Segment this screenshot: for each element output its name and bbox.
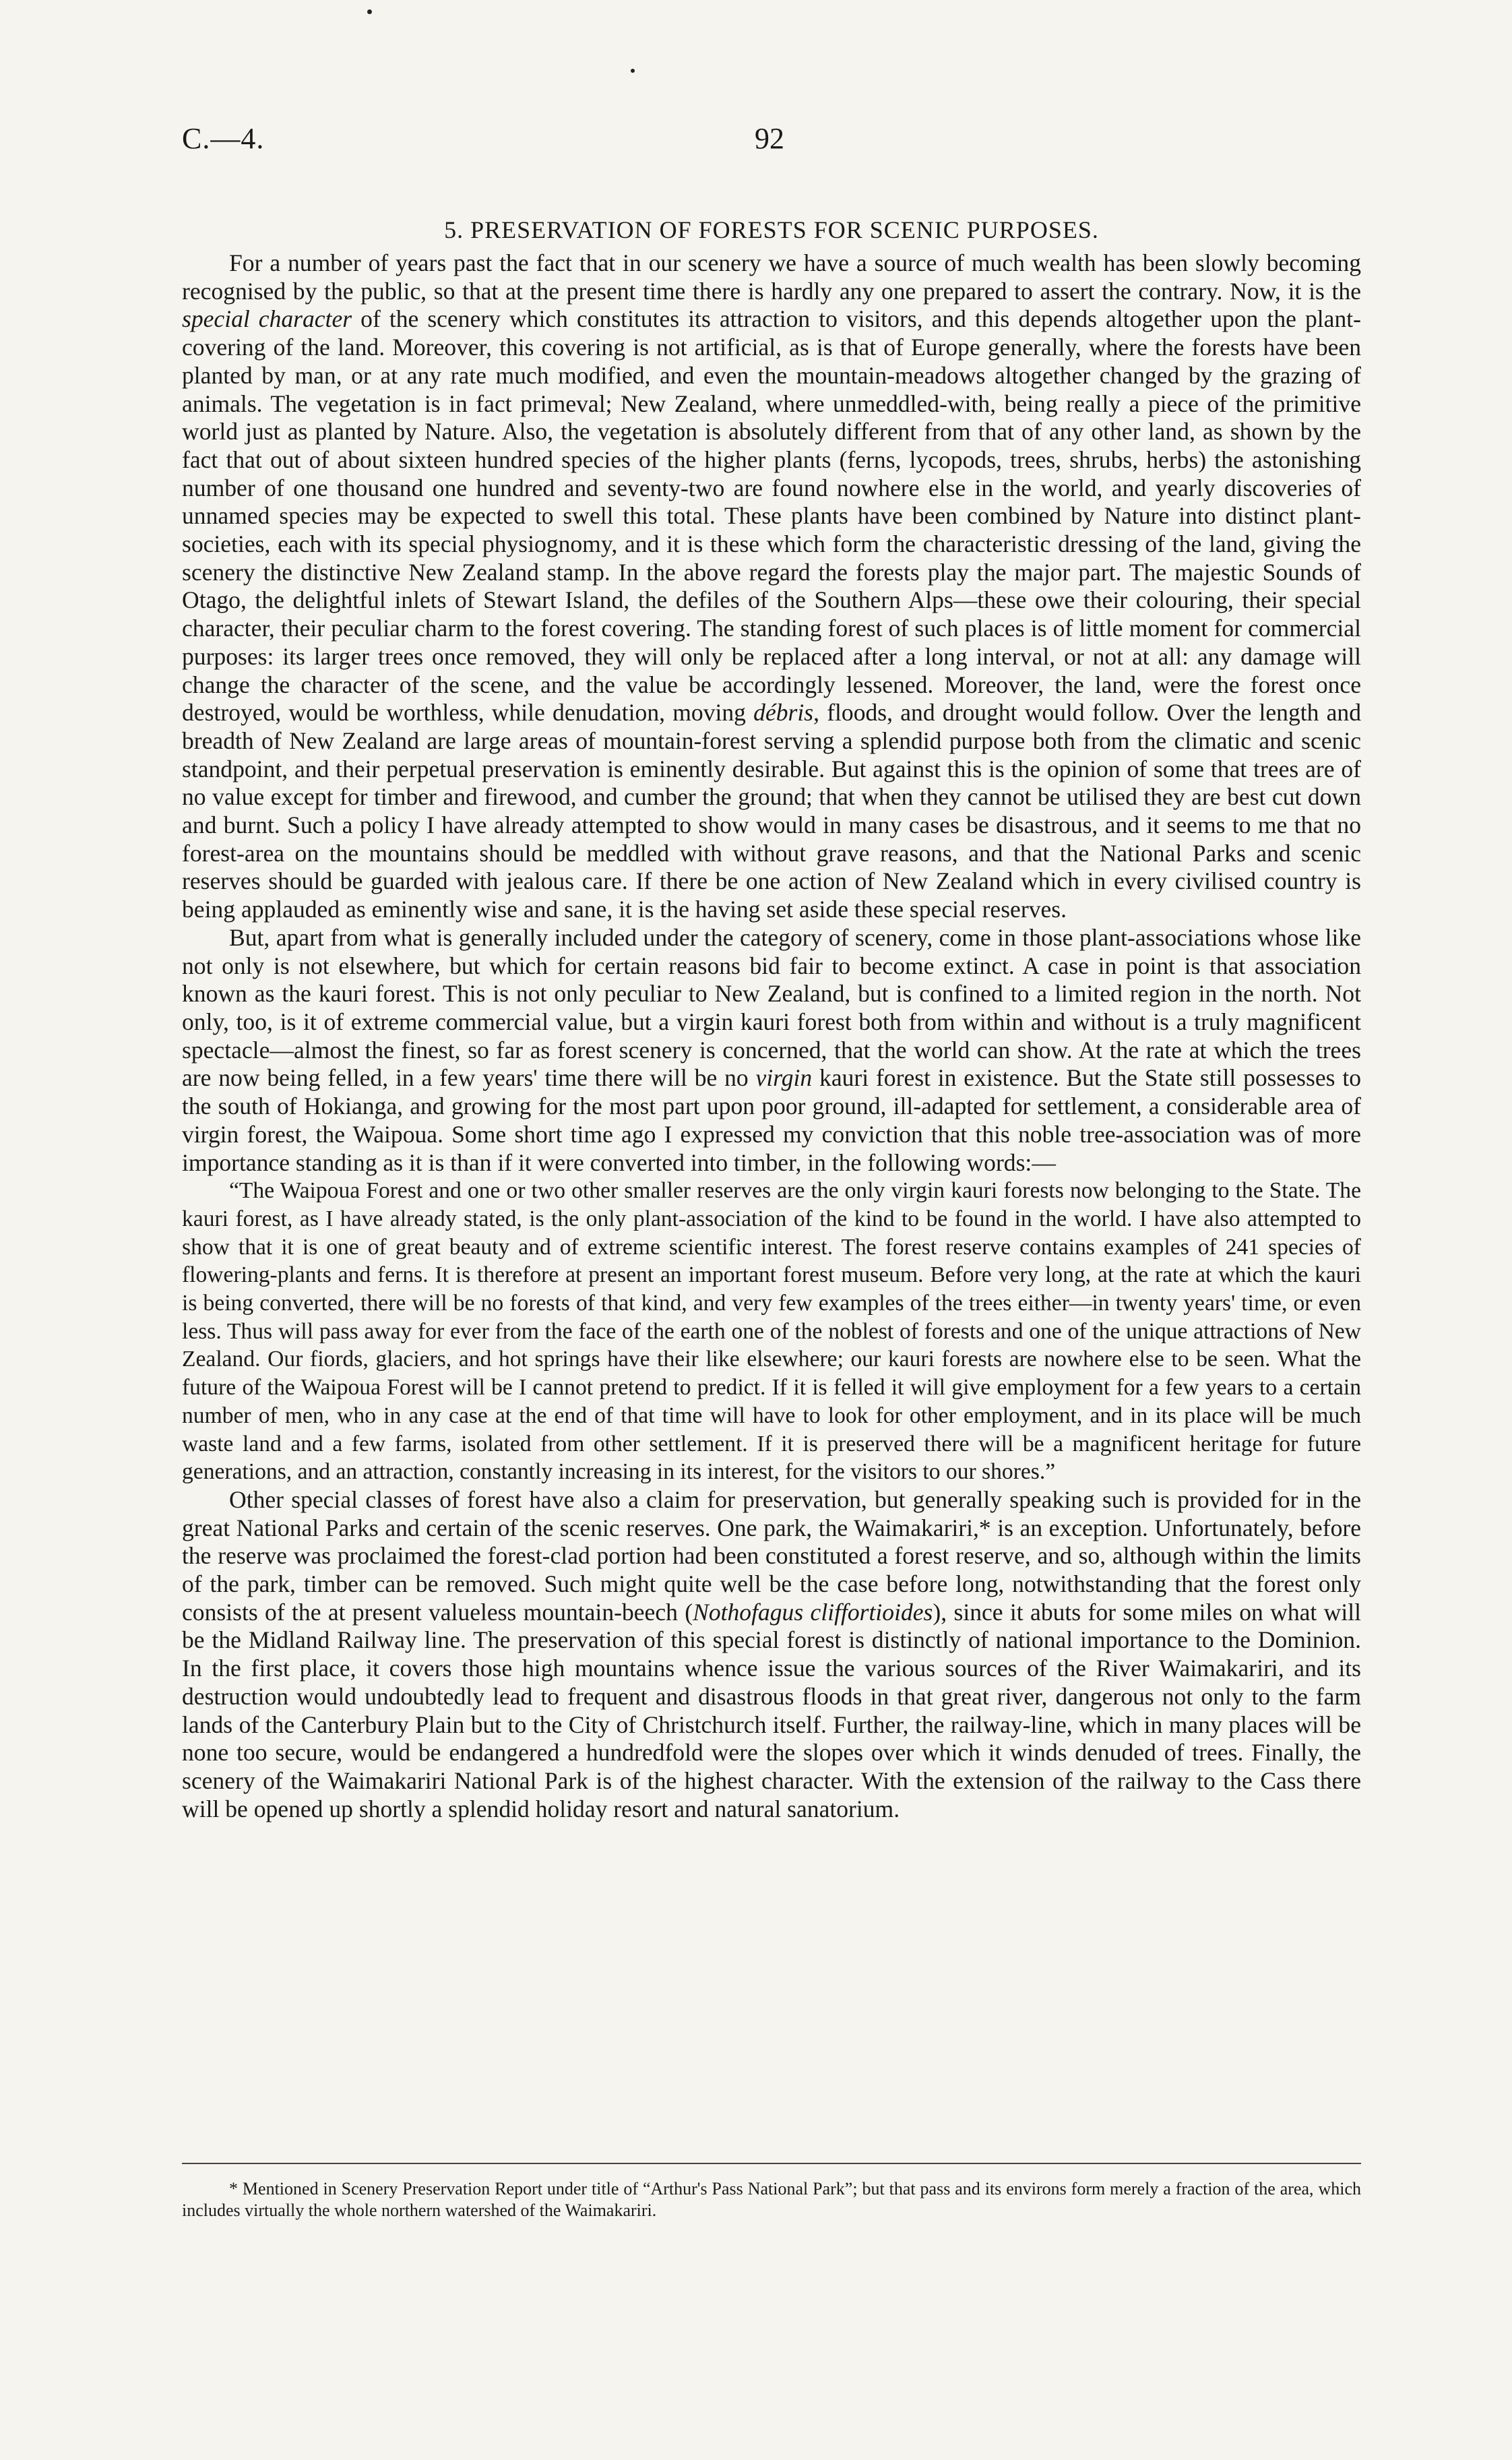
text-run: “The Waipoua Forest and one or two other smaller reserves are the only virgin kauri forests now belonging to the State. The kauri forest, as I have already stated, is the only plant-association of the kind to be found in the world. I have also attempted to show that it is one of great beauty and of extreme scientific interest. The forest reserve contains examples of 241 species of flowering-plants and ferns. It is therefore at present an important forest museum. Before very long, at the rate at which the kauri is being converted, there will be no forests of that kind, and very few examples of the trees either—in twenty years' time, or even less. Thus will pass away for ever from the face of the earth one of the noblest of forests and one of the unique attractions of New Zealand. Our fiords, glaciers, and hot springs have their like elsewhere; our kauri forests are nowhere else to be seen. What the future of the Waipoua Forest will be I cannot pretend to predict. If it is felled it will give employment for a few years to a certain number of men, who in any case at the end of that time will have to look for other employment, and in its place will be much waste land and a few farms, isolated from other settlement. If it is preserved there will be a magnificent heritage for future generations, and an attraction, constantly increasing in its interest, for the visitors to our shores.”	[182, 1178, 1361, 1485]
italic-run: Nothofagus cliffortioides	[693, 1598, 933, 1626]
page-number: 92	[755, 122, 784, 155]
text-run: For a number of years past the fact that in our scenery we have a source of much wealth has been slowly becoming recognised by the public, so that at the present time there is hardly any one prepared to assert the contrary. Now, it is the	[182, 249, 1361, 305]
scan-speck	[367, 9, 372, 14]
text-run: But, apart from what is generally included under the category of scenery, come in those plant-associations whose like not only is not elsewhere, but which for certain reasons bid fair to become extinct. A case in point is that association known as the kauri forest. This is not only peculiar to New Zealand, but is confined to a limited region in the north. Not only, too, is it of extreme commercial value, but a virgin kauri forest both from within and without is a truly magnificent spectacle—almost the finest, so far as forest scenery is concerned, that the world can show. At the rate at which the trees are now being felled, in a few years' time there will be no	[182, 923, 1361, 1092]
scan-speck	[631, 69, 635, 73]
body-text	[182, 249, 1361, 1823]
text-run: ), since it abuts for some miles on what will be the Midland Railway line. The preservation of this special forest is distinctly of national importance to the Dominion. In the first place, it covers those high mountains whence issue the various sources of the River Waimakariri, and its destruction would undoubtedly lead to frequent and disastrous floods in that great river, dangerous not only to the farm lands of the Canterbury Plain but to the City of Christchurch itself. Further, the railway-line, which in many places will be none too secure, would be endangered a hundredfold were the slopes over which it winds denuded of trees. Finally, the scenery of the Waimakariri National Park is of the highest character. With the extension of the railway to the Cass there will be opened up shortly a splendid holiday resort and natural sanatorium.	[182, 1598, 1361, 1822]
document-reference: C.—4.	[182, 122, 265, 155]
paragraph-1	[182, 249, 1361, 924]
paragraph-quote	[182, 1177, 1361, 1486]
page-header	[182, 121, 1361, 168]
text-run: , floods, and drought would follow. Over the length and breadth of New Zealand are large areas of mountain-forest serving a splendid purpose both from the climatic and scenic standpoint, and their perpetual preservation is eminently desirable. But against this is the opinion of some that trees are of no value except for timber and firewood, and cumber the ground; that when they cannot be utilised they are best cut down and burnt. Such a policy I have already attempted to show would in many cases be disastrous, and it seems to me that no forest-area on the mountains should be meddled with without grave reasons, and that the National Parks and scenic reserves should be guarded with jealous care. If there be one action of New Zealand which in every civilised country is being applauded as eminently wise and sane, it is the having set aside these special reserves.	[182, 699, 1361, 923]
footnote-divider	[182, 2163, 1361, 2164]
text-run: Other special classes of forest have also a claim for preservation, but generally speaking such is provided for in the great National Parks and certain of the scenic reserves. One park, the Waimakariri,* is an exception. Unfortunately, before the reserve was proclaimed the forest-clad portion had been constituted a forest reserve, and so, although within the limits of the park, timber can be removed. Such might quite well be the case before long, notwithstanding that the forest only consists of the at present valueless mountain-beech (	[182, 1485, 1361, 1626]
paragraph-2	[182, 924, 1361, 1177]
italic-run: special character	[182, 305, 352, 333]
section-title: 5. PRESERVATION OF FORESTS FOR SCENIC PURPOSES.	[444, 216, 1099, 243]
text-run: kauri forest in existence. But the State still possesses to the south of Hokianga, and growing for the most part upon poor ground, ill-adapted for settlement, a considerable area of virgin forest, the Waipoua. Some short time ago I expressed my conviction that this noble tree-association was of more importance standing as it is than if it were converted into timber, in the following words:—	[182, 1064, 1361, 1176]
italic-run: débris	[753, 699, 814, 727]
text-run: of the scenery which constitutes its attraction to visitors, and this depends altogether upon the plant-covering of the land. Moreover, this covering is not artificial, as is that of Europe generally, where the forests have been planted by man, or at any rate much modified, and even the mountain-meadows altogether changed by the grazing of animals. The vegetation is in fact primeval; New Zealand, where unmeddled-with, being really a piece of the primitive world just as planted by Nature. Also, the vegetation is absolutely different from that of any other land, as shown by the fact that out of about sixteen hundred species of the higher plants (ferns, lycopods, trees, shrubs, herbs) the astonishing number of one thousand one hundred and seventy-two are found nowhere else in the world, and yearly discoveries of unnamed species may be expected to swell this total. These plants have been combined by Nature into distinct plant-societies, each with its special physiognomy, and it is these which form the characteristic dressing of the land, giving the scenery the distinctive New Zealand stamp. In the above regard the forests play the major part. The majestic Sounds of Otago, the delightful inlets of Stewart Island, the defiles of the Southern Alps—these owe their colouring, their special character, their peculiar charm to the forest covering. The standing forest of such places is of little moment for commercial purposes: its larger trees once removed, they will only be replaced after a long interval, or not at all: any damage will change the character of the scene, and the value be accordingly lessened. Moreover, the land, were the forest once destroyed, would be worthless, while denudation, moving	[182, 305, 1361, 727]
paragraph-4	[182, 1486, 1361, 1823]
italic-run: virgin	[755, 1064, 813, 1092]
footnote: * Mentioned in Scenery Preservation Report under title of “Arthur's Pass National Park”; but that pass and its environs form merely a fraction of the area, which includes virtually the whole northern watershed of the Waimakariri.	[182, 2179, 1361, 2220]
